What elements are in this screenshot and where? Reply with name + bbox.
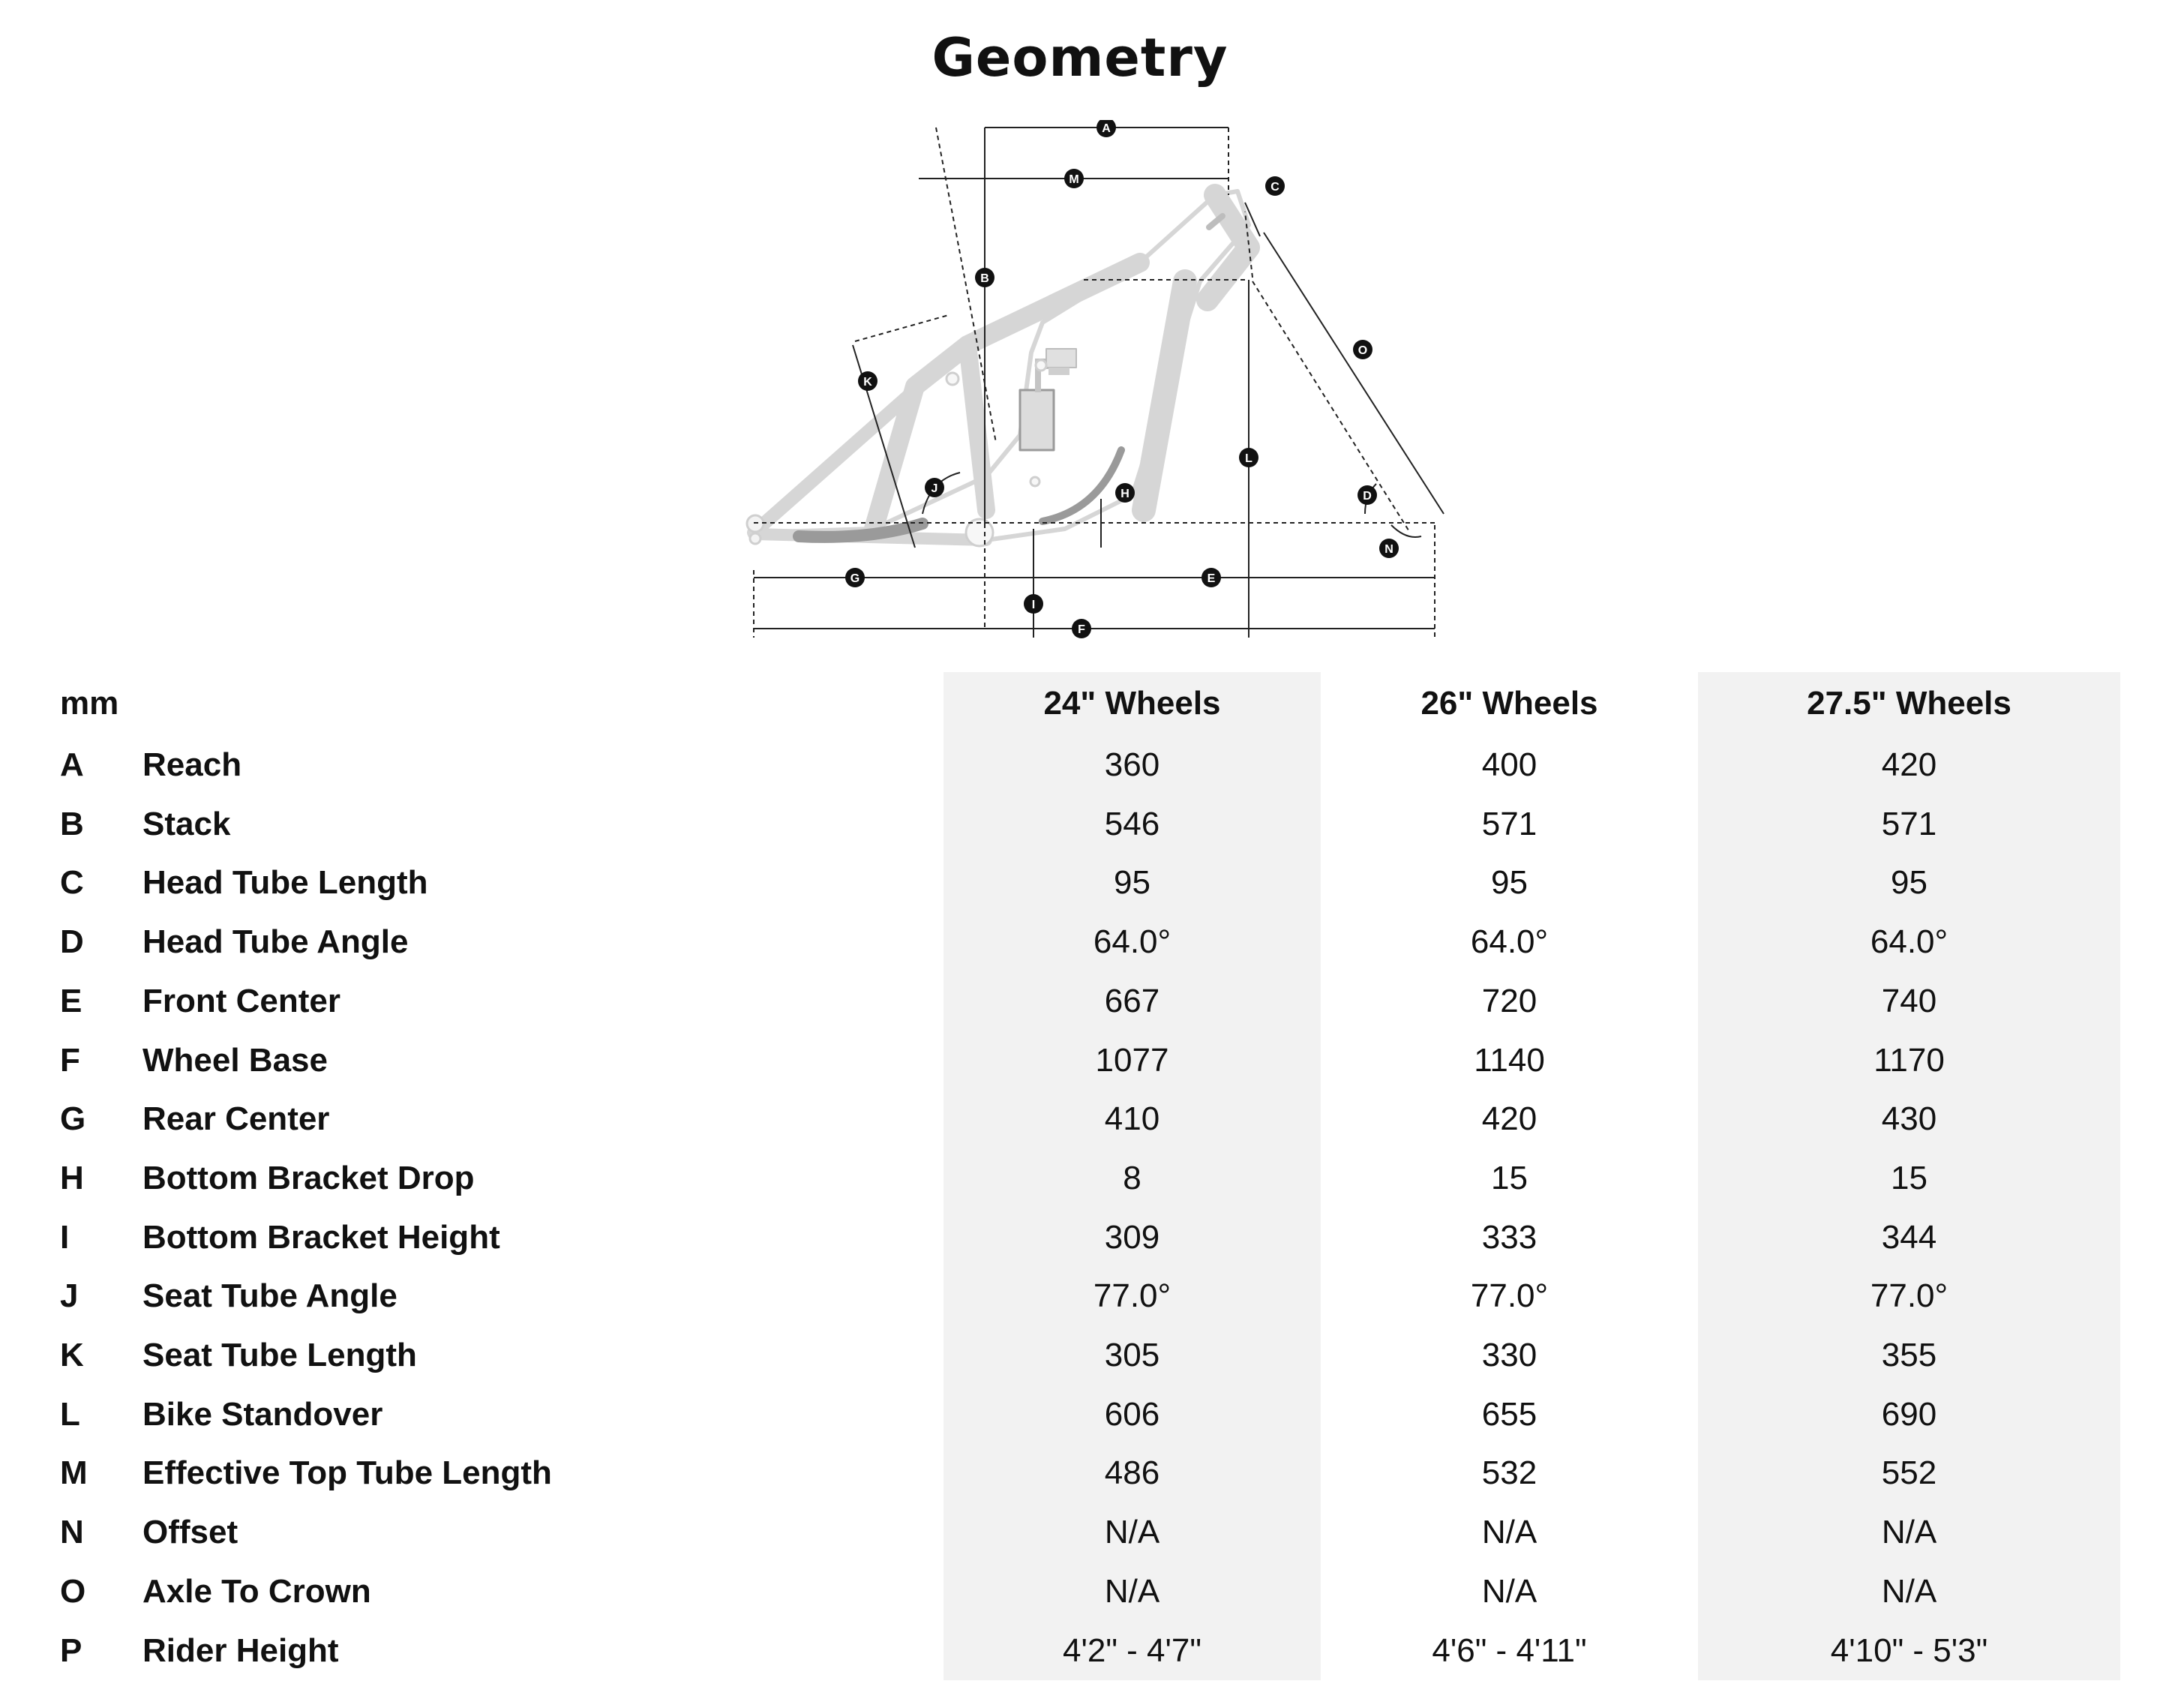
- svg-text:M: M: [1069, 173, 1079, 186]
- marker-h: [1115, 483, 1135, 503]
- value-26: N/A: [1481, 1572, 1538, 1610]
- marker-f: [1072, 619, 1091, 638]
- row-label: Bottom Bracket Height: [142, 1218, 500, 1256]
- svg-text:D: D: [1363, 490, 1372, 503]
- marker-m: [1064, 169, 1084, 188]
- svg-text:C: C: [1270, 181, 1280, 194]
- row-label: Offset: [142, 1514, 238, 1551]
- table-row: [0, 1622, 2160, 1680]
- marker-b: [975, 268, 994, 287]
- svg-text:I: I: [1031, 599, 1036, 611]
- column-header-24: 24" Wheels: [1043, 685, 1221, 722]
- svg-text:A: A: [1102, 122, 1111, 135]
- row-letter: F: [60, 1041, 80, 1079]
- value-24: N/A: [1104, 1514, 1160, 1551]
- row-letter: N: [60, 1514, 84, 1551]
- row-letter: A: [60, 746, 84, 783]
- value-27-5: 4'10" - 5'3": [1830, 1631, 1988, 1669]
- marker-g: [845, 568, 865, 587]
- marker-n: [1379, 539, 1399, 558]
- table-row: [0, 1090, 2160, 1148]
- table-row: [0, 1562, 2160, 1621]
- value-24: 410: [1104, 1100, 1160, 1138]
- table-row: [0, 795, 2160, 854]
- row-letter: D: [60, 923, 84, 961]
- value-27-5: 690: [1881, 1395, 1937, 1433]
- value-24: 309: [1104, 1218, 1160, 1256]
- value-26: 64.0°: [1470, 923, 1549, 961]
- table-row: [0, 1031, 2160, 1090]
- svg-text:F: F: [1078, 623, 1085, 636]
- marker-e: [1202, 568, 1221, 587]
- value-27-5: 355: [1881, 1337, 1937, 1373]
- row-label: Bike Standover: [142, 1395, 383, 1433]
- table-row: [0, 1444, 2160, 1502]
- svg-text:L: L: [1245, 452, 1252, 465]
- page-title: Geometry: [932, 27, 1228, 89]
- unit-label: mm: [60, 685, 119, 722]
- value-27-5: 430: [1881, 1100, 1937, 1138]
- table-row: [0, 1385, 2160, 1444]
- value-24: 606: [1104, 1395, 1160, 1433]
- svg-text:H: H: [1120, 488, 1130, 500]
- value-27-5: N/A: [1881, 1572, 1937, 1610]
- marker-o: [1353, 340, 1372, 359]
- value-24: 8: [1123, 1159, 1142, 1196]
- table-row: [0, 913, 2160, 971]
- value-26: 571: [1481, 805, 1538, 842]
- marker-a: [1096, 120, 1116, 137]
- value-26: 330: [1481, 1337, 1538, 1373]
- svg-text:E: E: [1207, 572, 1216, 585]
- row-label: Wheel Base: [142, 1041, 328, 1079]
- geometry-diagram: [690, 120, 1485, 645]
- value-27-5: 1170: [1874, 1041, 1945, 1079]
- value-26: 1140: [1474, 1041, 1545, 1079]
- value-26: 15: [1491, 1159, 1528, 1196]
- value-26: 420: [1481, 1100, 1538, 1138]
- value-24: 667: [1104, 982, 1160, 1019]
- svg-text:K: K: [863, 376, 872, 389]
- value-24: 64.0°: [1093, 923, 1172, 961]
- row-label: Head Tube Angle: [142, 923, 409, 961]
- value-24: 546: [1104, 805, 1160, 842]
- row-label: Rider Height: [142, 1631, 339, 1669]
- value-26: N/A: [1481, 1514, 1538, 1551]
- row-letter: C: [60, 864, 84, 902]
- row-letter: G: [60, 1100, 86, 1138]
- value-26: 720: [1481, 982, 1538, 1019]
- svg-text:N: N: [1384, 543, 1394, 556]
- value-24: 77.0°: [1093, 1277, 1172, 1315]
- row-label: Rear Center: [142, 1100, 330, 1138]
- value-27-5: N/A: [1881, 1514, 1937, 1551]
- row-letter: H: [60, 1159, 84, 1196]
- value-24: N/A: [1104, 1572, 1160, 1610]
- row-letter: I: [60, 1218, 70, 1256]
- marker-d: [1358, 485, 1377, 505]
- value-27-5: 344: [1881, 1218, 1937, 1256]
- svg-text:J: J: [931, 482, 938, 495]
- row-letter: L: [60, 1395, 80, 1433]
- row-label: Head Tube Length: [142, 864, 428, 902]
- row-label: Reach: [142, 746, 242, 783]
- row-label: Axle To Crown: [142, 1572, 371, 1610]
- row-label: Front Center: [142, 982, 340, 1019]
- table-row: [0, 972, 2160, 1031]
- bike-frame: [747, 191, 1249, 546]
- marker-j: [925, 478, 944, 497]
- marker-l: [1239, 448, 1258, 467]
- value-26: 77.0°: [1470, 1277, 1549, 1315]
- table-row: [0, 1149, 2160, 1208]
- row-label: Bottom Bracket Drop: [142, 1159, 475, 1196]
- row-letter: P: [60, 1631, 82, 1669]
- value-26: 4'6" - 4'11": [1432, 1631, 1587, 1669]
- table-row: [0, 1503, 2160, 1562]
- column-header-26: 26" Wheels: [1420, 685, 1598, 722]
- value-24: 4'2" - 4'7": [1062, 1631, 1202, 1669]
- value-26: 333: [1481, 1218, 1538, 1256]
- value-26: 532: [1481, 1454, 1538, 1492]
- value-27-5: 15: [1891, 1159, 1928, 1196]
- svg-text:O: O: [1358, 344, 1368, 357]
- svg-text:G: G: [850, 572, 860, 585]
- row-label: Stack: [142, 805, 231, 842]
- row-letter: M: [60, 1454, 88, 1492]
- value-24: 305: [1104, 1337, 1160, 1373]
- table-row: [0, 1208, 2160, 1267]
- value-27-5: 571: [1881, 805, 1937, 842]
- value-26: 655: [1481, 1395, 1538, 1433]
- table-row: [0, 1267, 2160, 1325]
- row-label: Seat Tube Length: [142, 1337, 417, 1373]
- row-label: Effective Top Tube Length: [142, 1454, 552, 1492]
- column-header-27-5: 27.5" Wheels: [1807, 685, 2012, 722]
- value-27-5: 77.0°: [1870, 1277, 1948, 1315]
- value-27-5: 740: [1881, 982, 1937, 1019]
- row-letter: J: [60, 1277, 79, 1315]
- marker-i: [1024, 594, 1043, 614]
- value-27-5: 95: [1891, 864, 1928, 902]
- marker-c: [1265, 176, 1285, 196]
- dimension-lines: [754, 128, 1444, 638]
- table-row: [0, 736, 2160, 794]
- row-letter: B: [60, 805, 84, 842]
- row-letter: K: [60, 1337, 84, 1373]
- value-24: 1077: [1095, 1041, 1169, 1079]
- row-label: Seat Tube Angle: [142, 1277, 398, 1315]
- value-27-5: 64.0°: [1870, 923, 1948, 961]
- value-27-5: 420: [1881, 746, 1937, 783]
- value-24: 360: [1104, 746, 1160, 783]
- value-26: 400: [1481, 746, 1538, 783]
- row-letter: O: [60, 1572, 86, 1610]
- value-26: 95: [1491, 864, 1528, 902]
- value-24: 486: [1104, 1454, 1160, 1492]
- svg-text:B: B: [980, 272, 989, 285]
- table-row: [0, 1326, 2160, 1385]
- row-letter: E: [60, 982, 82, 1019]
- table-row: [0, 854, 2160, 912]
- value-24: 95: [1114, 864, 1150, 902]
- table-header-row: [0, 674, 2160, 733]
- marker-k: [858, 371, 878, 391]
- value-27-5: 552: [1881, 1454, 1937, 1492]
